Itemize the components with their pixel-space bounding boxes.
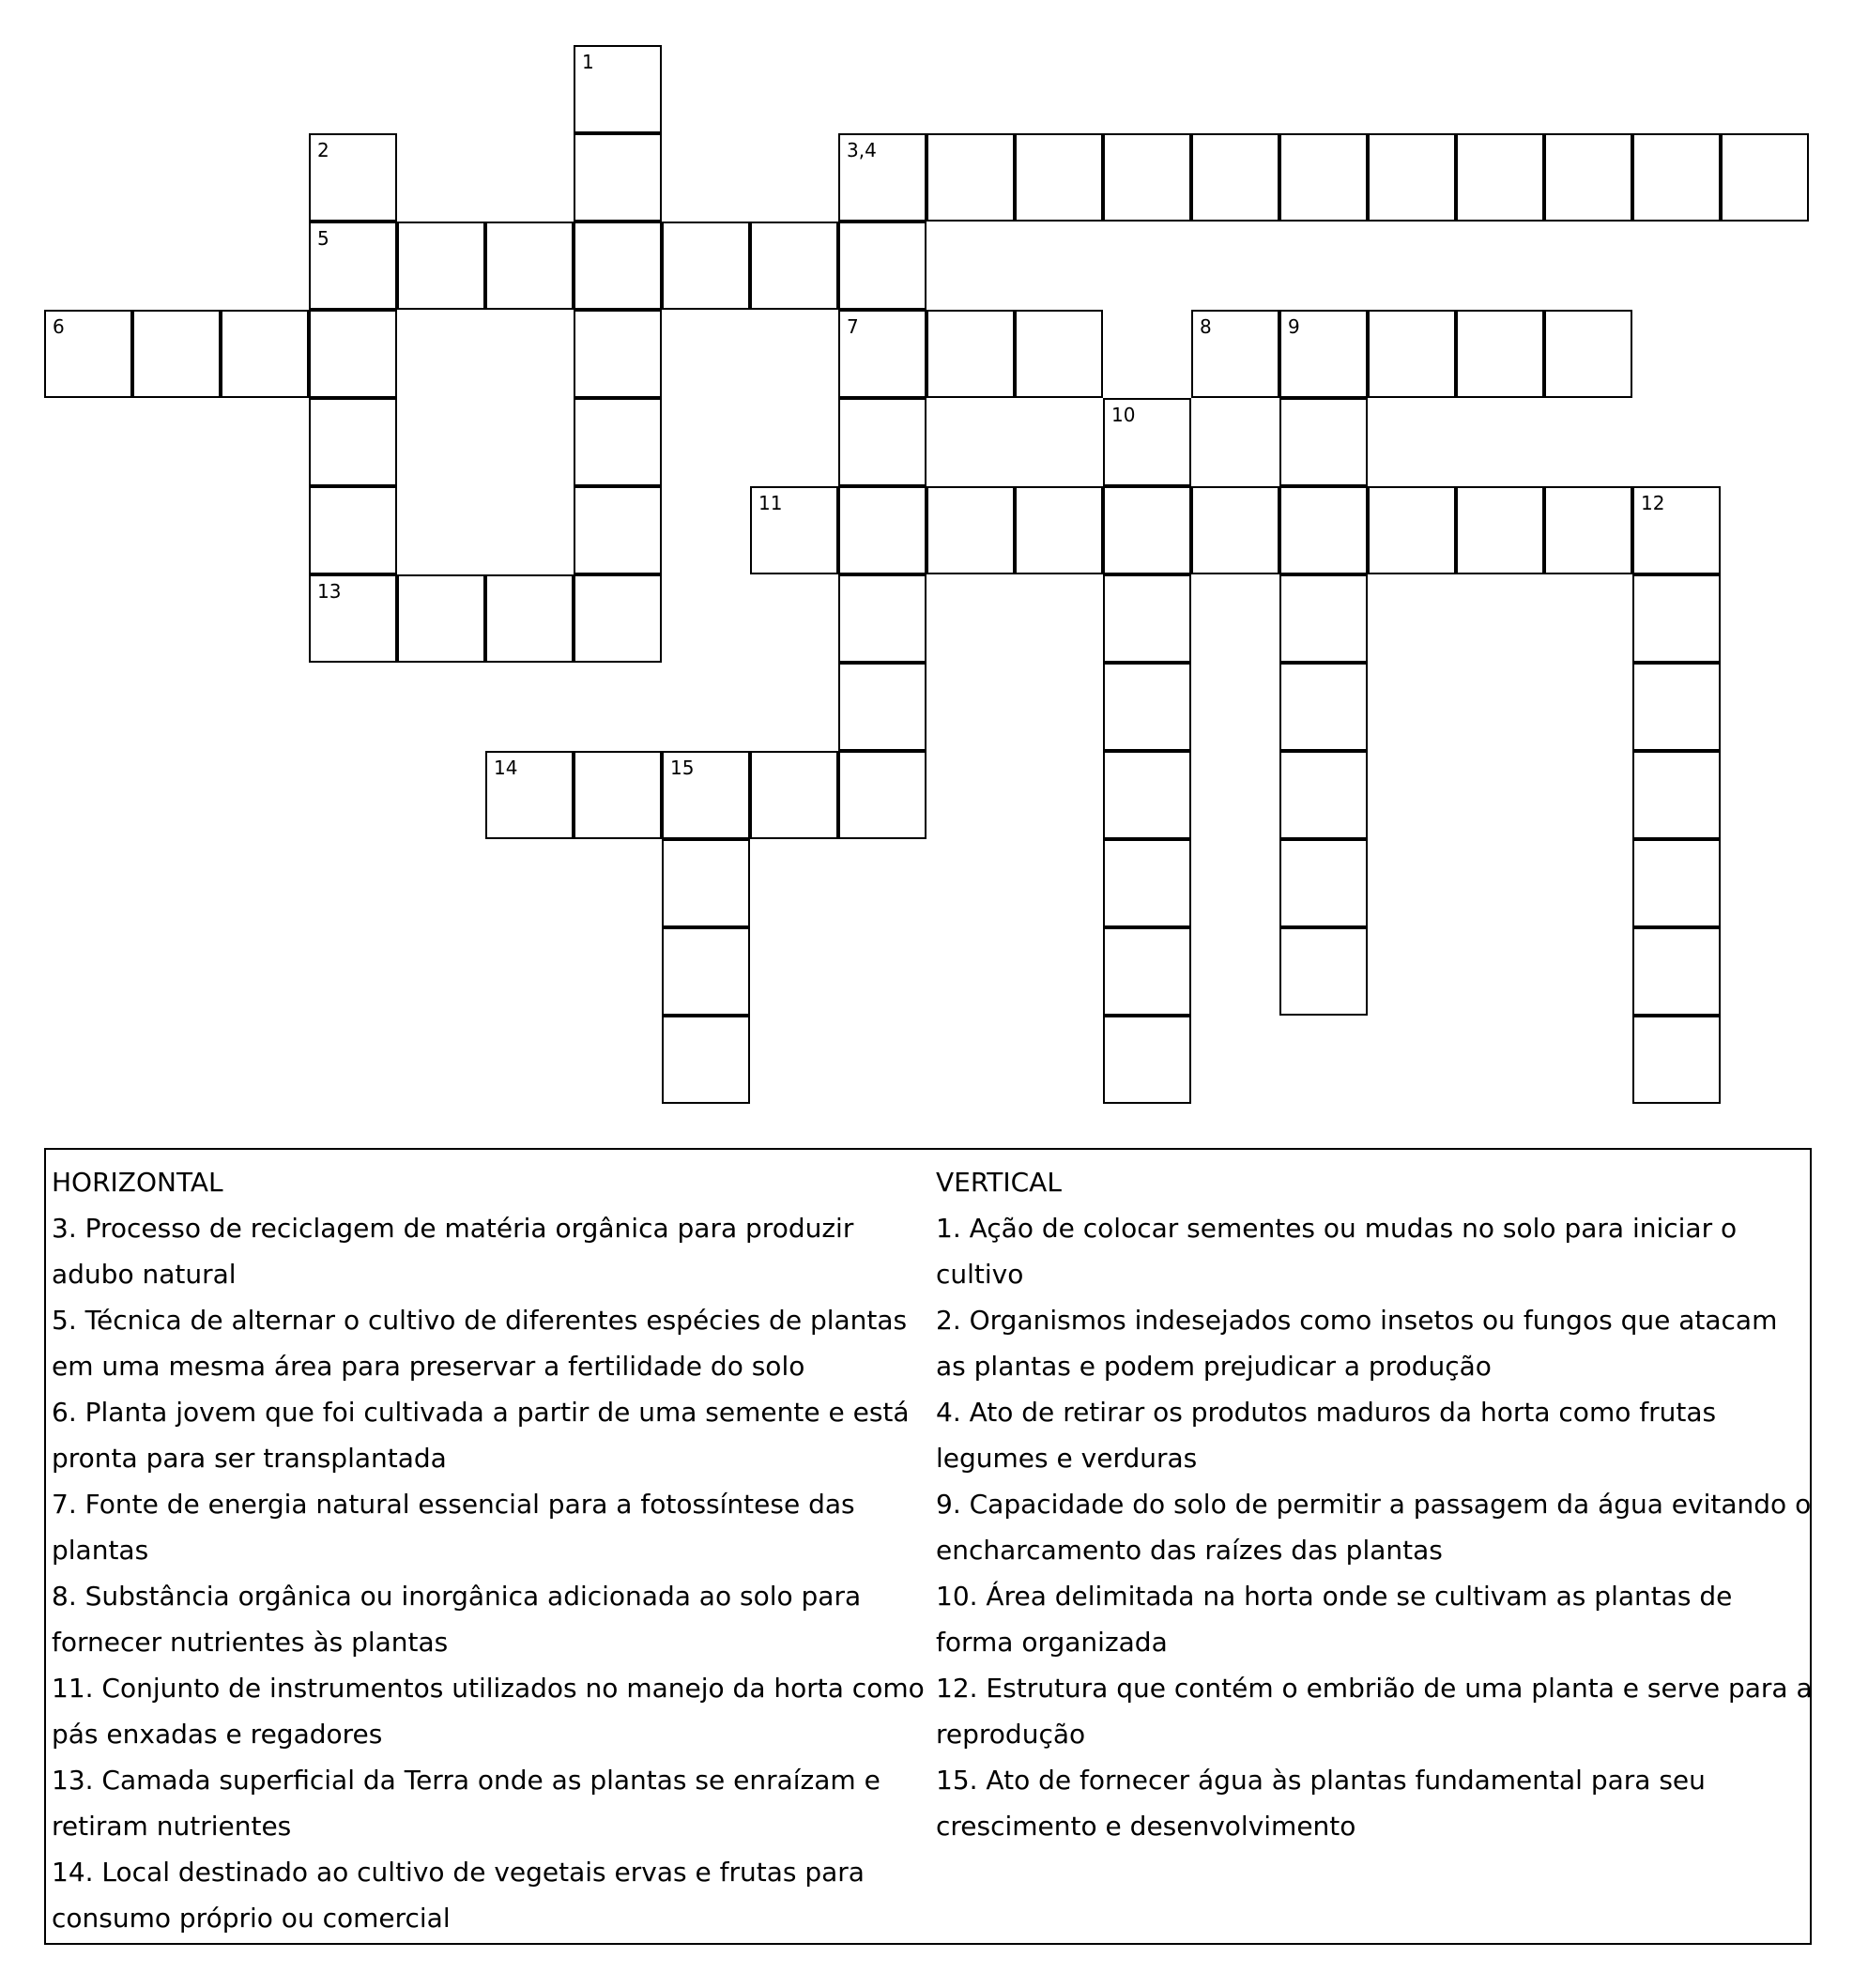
crossword-cell[interactable]: [485, 222, 574, 310]
crossword-cell[interactable]: [397, 574, 485, 663]
crossword-cell[interactable]: [44, 310, 132, 398]
crossword-cell[interactable]: [926, 310, 1015, 398]
crossword-cell[interactable]: [750, 222, 838, 310]
crossword-cell[interactable]: [838, 310, 926, 398]
crossword-cell[interactable]: [662, 927, 750, 1016]
crossword-cell[interactable]: [1456, 486, 1544, 574]
clue-v-2: 2. Organismos indesejados como insetos ou fungos que atacam as plantas e podem prejudicar a produção: [936, 1305, 1778, 1382]
clue-number: 13: [317, 580, 342, 603]
crossword-cell[interactable]: [309, 310, 397, 398]
crossword-cell[interactable]: [1279, 574, 1368, 663]
crossword-cell[interactable]: [574, 398, 662, 486]
crossword-cell[interactable]: [662, 1016, 750, 1104]
crossword-cell[interactable]: [838, 663, 926, 751]
crossword-cell[interactable]: [1632, 574, 1721, 663]
horizontal-clues: [52, 1159, 929, 1941]
clue-number: 15: [670, 757, 695, 779]
clue-number: 8: [1200, 315, 1212, 338]
crossword-cell[interactable]: [1279, 486, 1368, 574]
vertical-clues: [936, 1159, 1814, 1849]
clue-v-10: 10. Área delimitada na horta onde se cultivam as plantas de forma organizada: [936, 1581, 1733, 1658]
crossword-cell[interactable]: [1279, 310, 1368, 398]
crossword-cell[interactable]: [662, 751, 750, 839]
crossword-cell[interactable]: [1103, 1016, 1191, 1104]
clue-number: 5: [317, 227, 329, 250]
crossword-cell[interactable]: [574, 133, 662, 222]
clue-h-14: 14. Local destinado ao cultivo de vegetais ervas e frutas para consumo próprio ou comercial: [52, 1857, 865, 1934]
crossword-cell[interactable]: [750, 751, 838, 839]
crossword-cell[interactable]: [132, 310, 221, 398]
crossword-cell[interactable]: [1544, 133, 1632, 222]
crossword-cell[interactable]: [221, 310, 309, 398]
crossword-cell[interactable]: [1103, 839, 1191, 927]
crossword-cell[interactable]: [397, 222, 485, 310]
crossword-cell[interactable]: [1103, 663, 1191, 751]
clue-number: 9: [1288, 315, 1300, 338]
crossword-cell[interactable]: [1368, 486, 1456, 574]
crossword-cell[interactable]: [1368, 310, 1456, 398]
crossword-cell[interactable]: [838, 751, 926, 839]
clue-h-7: 7. Fonte de energia natural essencial para a fotossíntese das plantas: [52, 1489, 855, 1566]
crossword-cell[interactable]: [1191, 133, 1279, 222]
crossword-cell[interactable]: [838, 574, 926, 663]
crossword-cell[interactable]: [1279, 398, 1368, 486]
crossword-cell[interactable]: [574, 310, 662, 398]
crossword-cell[interactable]: [1103, 398, 1191, 486]
crossword-cell[interactable]: [1103, 927, 1191, 1016]
crossword-cell[interactable]: [309, 222, 397, 310]
crossword-cell[interactable]: [1544, 486, 1632, 574]
crossword-cell[interactable]: [574, 486, 662, 574]
crossword-cell[interactable]: [309, 133, 397, 222]
crossword-cell[interactable]: [574, 45, 662, 133]
crossword-cell[interactable]: [309, 398, 397, 486]
crossword-cell[interactable]: [1544, 310, 1632, 398]
clue-number: 3,4: [847, 139, 877, 161]
crossword-cell[interactable]: [1632, 927, 1721, 1016]
crossword-cell[interactable]: [1721, 133, 1809, 222]
crossword-cell[interactable]: [574, 751, 662, 839]
clue-v-1: 1. Ação de colocar sementes ou mudas no solo para iniciar o cultivo: [936, 1213, 1738, 1290]
crossword-cell[interactable]: [1632, 486, 1721, 574]
crossword-cell[interactable]: [309, 574, 397, 663]
crossword-cell[interactable]: [1632, 1016, 1721, 1104]
clues-box: [44, 1148, 1812, 1945]
clue-v-12: 12. Estrutura que contém o embrião de uma planta e serve para a reprodução: [936, 1673, 1813, 1750]
crossword-cell[interactable]: [1279, 663, 1368, 751]
crossword-cell[interactable]: [838, 222, 926, 310]
clue-h-11: 11. Conjunto de instrumentos utilizados no manejo da horta como pás enxadas e regadores: [52, 1673, 925, 1750]
clue-number: 6: [53, 315, 65, 338]
clue-number: 2: [317, 139, 329, 161]
crossword-cell[interactable]: [1103, 133, 1191, 222]
vertical-heading: VERTICAL: [936, 1167, 1062, 1198]
crossword-cell[interactable]: [1015, 486, 1103, 574]
clue-v-4: 4. Ato de retirar os produtos maduros da horta como frutas legumes e verduras: [936, 1397, 1717, 1474]
crossword-cell[interactable]: [926, 486, 1015, 574]
crossword-cell[interactable]: [574, 222, 662, 310]
clue-number: 1: [582, 51, 594, 73]
crossword-cell[interactable]: [1191, 310, 1279, 398]
crossword-cell[interactable]: [662, 222, 750, 310]
crossword-cell[interactable]: [662, 839, 750, 927]
crossword-cell[interactable]: [1632, 133, 1721, 222]
crossword-cell[interactable]: [1103, 486, 1191, 574]
clue-number: 7: [847, 315, 859, 338]
crossword-cell[interactable]: [1368, 133, 1456, 222]
crossword-cell[interactable]: [1103, 574, 1191, 663]
crossword-cell[interactable]: [485, 751, 574, 839]
crossword-cell[interactable]: [1632, 839, 1721, 927]
horizontal-heading: HORIZONTAL: [52, 1167, 223, 1198]
crossword-cell[interactable]: [1456, 133, 1544, 222]
clue-h-6: 6. Planta jovem que foi cultivada a partir de uma semente e está pronta para ser transplantada: [52, 1397, 910, 1474]
crossword-cell[interactable]: [838, 486, 926, 574]
clue-number: 14: [494, 757, 518, 779]
crossword-cell[interactable]: [1015, 133, 1103, 222]
clue-h-13: 13. Camada superficial da Terra onde as plantas se enraízam e retiram nutrientes: [52, 1765, 881, 1842]
crossword-cell[interactable]: [574, 574, 662, 663]
clue-v-9: 9. Capacidade do solo de permitir a passagem da água evitando o encharcamento das raízes das plantas: [936, 1489, 1812, 1566]
crossword-cell[interactable]: [1279, 751, 1368, 839]
crossword-cell[interactable]: [1456, 310, 1544, 398]
crossword-cell[interactable]: [1279, 927, 1368, 1016]
crossword-cell[interactable]: [485, 574, 574, 663]
crossword-cell[interactable]: [1103, 751, 1191, 839]
crossword-cell[interactable]: [838, 133, 926, 222]
crossword-cell[interactable]: [1632, 751, 1721, 839]
clue-h-8: 8. Substância orgânica ou inorgânica adicionada ao solo para fornecer nutrientes às plantas: [52, 1581, 862, 1658]
crossword-cell[interactable]: [1632, 663, 1721, 751]
crossword-cell[interactable]: [309, 486, 397, 574]
clue-number: 11: [758, 492, 783, 514]
crossword-cell[interactable]: [926, 133, 1015, 222]
crossword-cell[interactable]: [1279, 133, 1368, 222]
crossword-cell[interactable]: [838, 398, 926, 486]
clue-v-15: 15. Ato de fornecer água às plantas fundamental para seu crescimento e desenvolvimento: [936, 1765, 1706, 1842]
clue-number: 12: [1641, 492, 1665, 514]
clue-h-3: 3. Processo de reciclagem de matéria orgânica para produzir adubo natural: [52, 1213, 854, 1290]
crossword-cell[interactable]: [1015, 310, 1103, 398]
clue-h-5: 5. Técnica de alternar o cultivo de diferentes espécies de plantas em uma mesma área para preservar a fertilidade do solo: [52, 1305, 908, 1382]
clue-number: 10: [1111, 404, 1136, 426]
crossword-cell[interactable]: [750, 486, 838, 574]
crossword-cell[interactable]: [1279, 839, 1368, 927]
crossword-cell[interactable]: [1191, 486, 1279, 574]
